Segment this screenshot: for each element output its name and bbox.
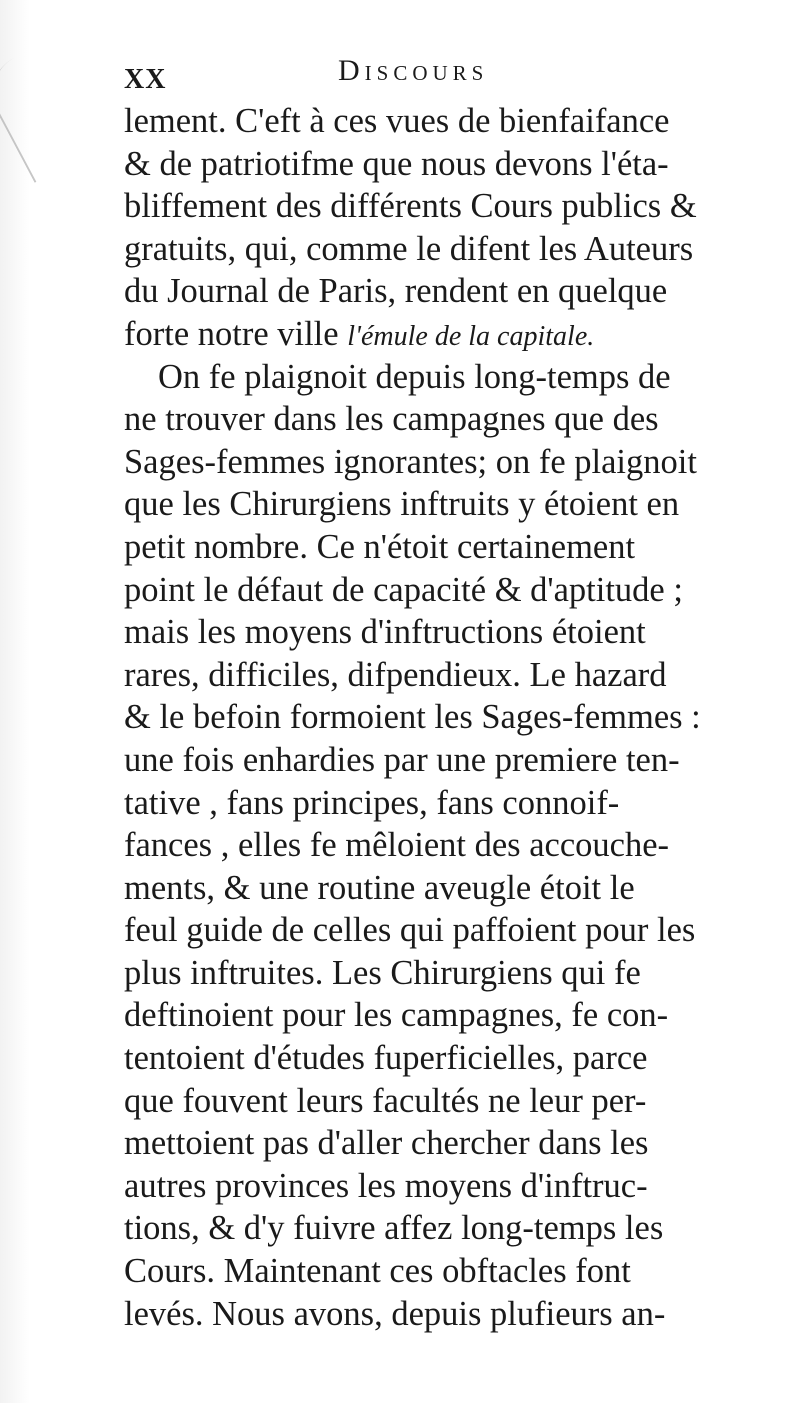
text-line: rares, difficiles, difpendieux. Le hazard — [124, 655, 667, 694]
text-line: deftinoient pour les campagnes, fe con- — [124, 996, 669, 1035]
text-line: bliffement des différents Cours publics & — [124, 187, 697, 226]
page-folio: XX — [124, 64, 167, 95]
page-header — [124, 50, 744, 95]
text-line: feul guide de celles qui paffoient pour les — [124, 911, 696, 950]
text-line: Cours. Maintenant ces obftacles font — [124, 1252, 631, 1291]
text-line: mettoient pas d'aller chercher dans les — [124, 1124, 649, 1163]
text-line: fances , elles fe mêloient des accouche- — [124, 826, 670, 865]
text-line: du Journal de Paris, rendent en quelque — [124, 272, 668, 311]
text-line: Sages-femmes ignorantes; on fe plaignoit — [124, 442, 697, 481]
paragraph-start-line: On fe plaignoit depuis long-temps de — [158, 357, 671, 396]
text-line-with-italic — [124, 313, 788, 356]
text-line: autres provinces les moyens d'inftruc- — [124, 1166, 648, 1205]
running-title: Discours — [338, 54, 489, 87]
italic-phrase: l'émule de la capitale. — [347, 320, 595, 352]
text-line: plus inftruites. Les Chirurgiens qui fe — [124, 953, 641, 992]
text-line: que fouvent leurs facultés ne leur per- — [124, 1081, 647, 1120]
text-line: lement. C'eft à ces vues de bienfaifance — [124, 102, 670, 140]
text-line: levés. Nous avons, depuis plufieurs an- — [124, 1294, 666, 1333]
text-line: tions, & d'y fuivre affez long-temps les — [124, 1209, 664, 1248]
text-line: ments, & une routine aveugle étoit le — [124, 868, 635, 907]
text-line: une fois enhardies par une premiere ten- — [124, 740, 680, 779]
text-line: ne trouver dans les campagnes que des — [124, 400, 659, 439]
text-line: point le défaut de capacité & d'aptitude ; — [124, 570, 683, 609]
text-line: mais les moyens d'inftructions étoient — [124, 613, 646, 652]
text-line: que les Chirurgiens inftruits y étoient en — [124, 485, 680, 524]
text-line: tative , fans principes, fans connoif- — [124, 783, 620, 822]
text-line: tentoient d'études fuperficielles, parce — [124, 1039, 648, 1078]
text-line: gratuits, qui, comme le difent les Auteurs — [124, 229, 694, 268]
text-line: & le befoin formoient les Sages-femmes : — [124, 698, 701, 737]
text-run: forte notre ville — [124, 314, 348, 353]
page-gutter-shadow — [0, 0, 30, 1403]
text-line: petit nombre. Ce n'étoit certainement — [124, 527, 636, 566]
body-text — [124, 100, 788, 1335]
text-line: & de patriotifme que nous devons l'éta- — [124, 144, 669, 183]
